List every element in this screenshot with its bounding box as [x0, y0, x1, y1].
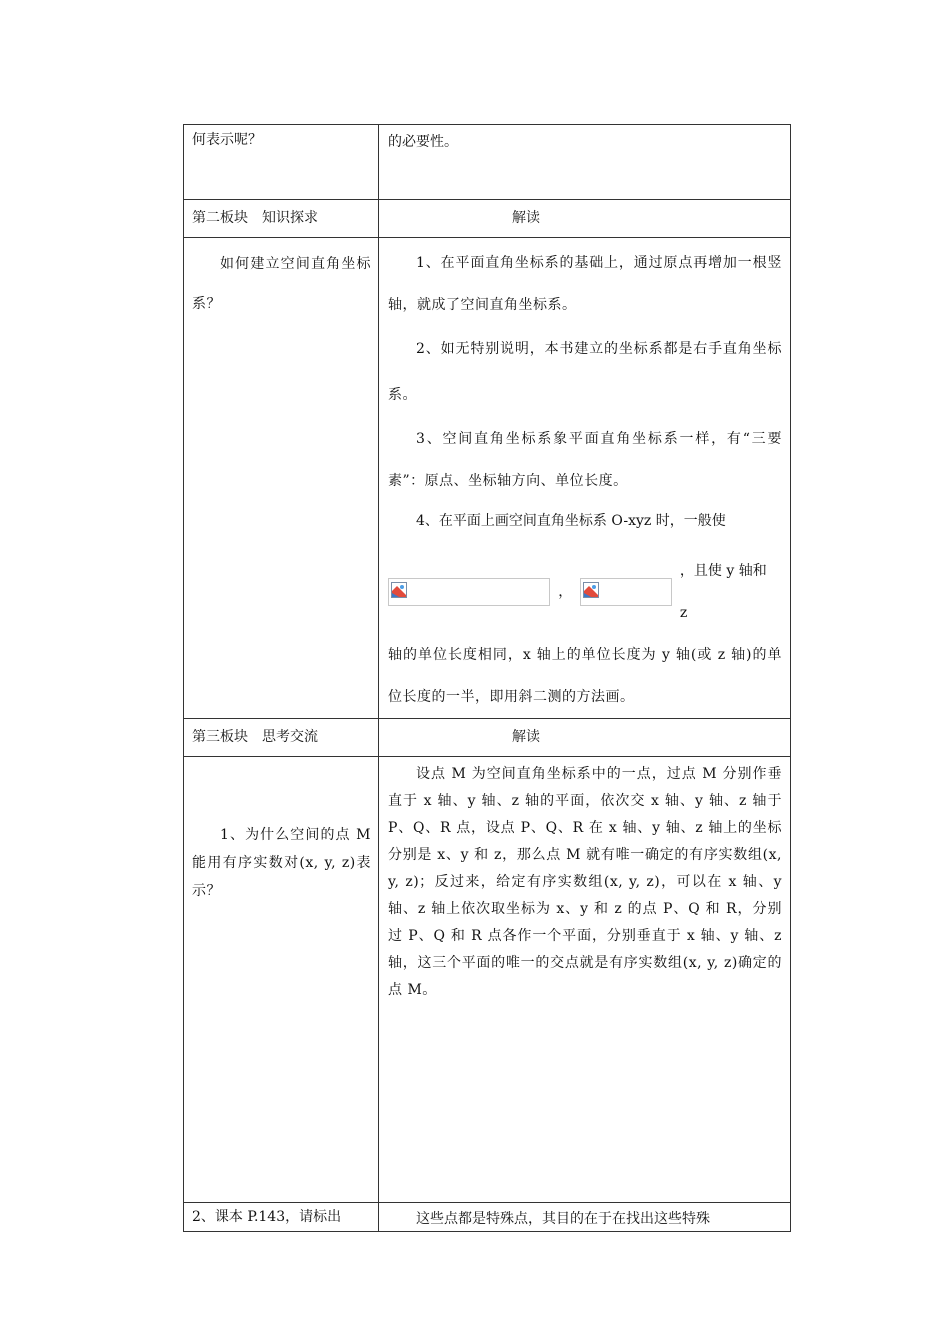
paragraph: 4、在平面上画空间直角坐标系 O-xyz 时，一般使 [416, 513, 726, 529]
cell-text: 何表示呢？ [192, 132, 262, 148]
section-header-row [184, 719, 791, 757]
inline-images-line [388, 563, 782, 621]
section-header-left: 第三板块 思考交流 [184, 719, 379, 757]
cell-text: 的必要性。 [388, 134, 458, 150]
paragraph: 轴的单位长度相同，x 轴上的单位长度为 y 轴(或 z 轴)的单位长度的一半，即用斜二测的方法画。 [388, 647, 782, 705]
paragraph: 2、如无特别说明，本书建立的坐标系都是右手直角坐标系。 [388, 341, 782, 403]
table-row [184, 1203, 791, 1232]
broken-image-icon [391, 582, 407, 598]
section-header-left: 第二板块 知识探求 [184, 200, 379, 238]
question-text: 1、为什么空间的点 M 能用有序实数对(x, y, z)表示？ [192, 827, 371, 899]
separator-text: ， [558, 584, 573, 600]
embedded-image [580, 578, 672, 606]
broken-image-icon [583, 582, 599, 598]
paragraph: 3、空间直角坐标系象平面直角坐标系一样，有“三要素”：原点、坐标轴方向、单位长度。 [388, 431, 782, 489]
paragraph: 1、在平面直角坐标系的基础上，通过原点再增加一根竖轴，就成了空间直角坐标系。 [388, 255, 782, 313]
cell-text: 这些点都是特殊点，其目的在于在找出这些特殊 [416, 1211, 710, 1227]
lesson-table [183, 124, 791, 1232]
section-header-row [184, 200, 791, 238]
table-row [184, 125, 791, 200]
question-text: 如何建立空间直角坐标系？ [192, 256, 371, 312]
section-header-right: 解读 [512, 729, 540, 745]
section-header-right: 解读 [512, 210, 540, 226]
table-row [184, 238, 791, 719]
table-row [184, 757, 791, 1203]
answer-text: 设点 M 为空间直角坐标系中的一点，过点 M 分别作垂直于 x 轴、y 轴、z 轴的平面，依次交 x 轴、y 轴、z 轴于 P、Q、R 点，设点 P、Q、R 在 x 轴、y 轴、z 轴上的坐标分别是 x、y 和 z，那么点 M 就有唯一确定的有序实数组(x, y, z)；反过来，给定有序实数组(x, y, z)，可以在 x 轴、y 轴、z 轴上依次取坐标为 x、y 和 z 的点 P、Q 和 R，分别过 P、Q 和 R 点各作一个平面，分别垂直于 x 轴、y 轴、z 轴，这三个平面的唯一的交点就是有序实数组(x, y, z)确定的点 M。 [388, 766, 782, 998]
paragraph-continuation: ，且使 y 轴和 z [679, 563, 767, 621]
embedded-image [388, 578, 550, 606]
cell-text: 2、课本 P.143，请标出 [192, 1209, 342, 1225]
